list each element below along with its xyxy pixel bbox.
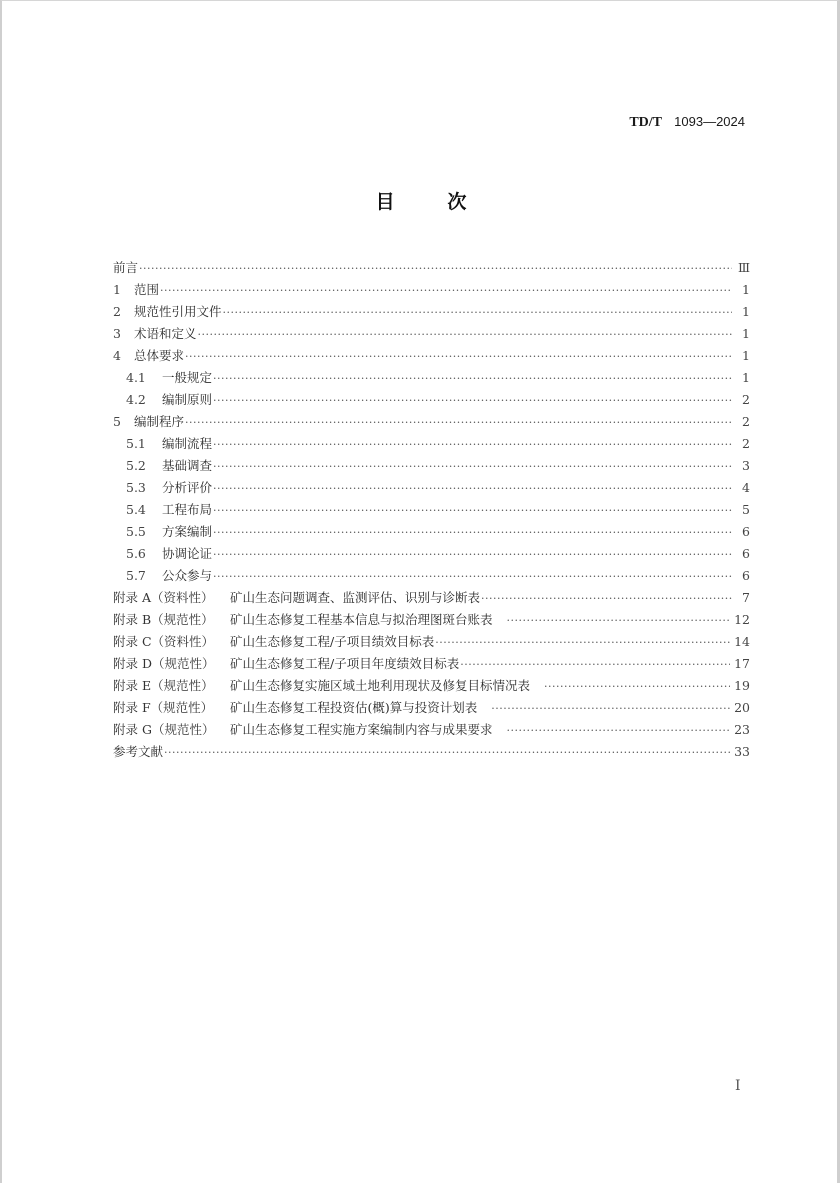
- toc-entry-number: 5.6: [126, 546, 146, 561]
- toc-entry-basic-survey[interactable]: [113, 455, 750, 477]
- toc-entry-label: 方案编制: [162, 524, 213, 539]
- toc-entry-appendix-g[interactable]: [113, 719, 750, 741]
- toc-entry-label: 协调论证: [162, 546, 213, 561]
- toc-entry-label: 分析评价: [162, 480, 213, 495]
- toc-entry-compilation-procedure[interactable]: [113, 411, 750, 433]
- toc-entry-page: 1: [736, 367, 750, 389]
- toc-entry-label: 基础调查: [162, 458, 213, 473]
- toc-entry-page: 7: [736, 587, 750, 609]
- dot-leader: [213, 456, 732, 478]
- toc-entry-page: 2: [736, 411, 750, 433]
- dot-leader: [139, 258, 732, 280]
- toc-entry-label: 矿山生态修复实施区域土地利用现状及修复目标情况表: [230, 678, 531, 693]
- toc-entry-number: 5.1: [126, 436, 146, 451]
- toc-entry-label: 矿山生态修复工程/子项目年度绩效目标表: [230, 656, 460, 671]
- toc-entry-number: 5.4: [126, 502, 146, 517]
- toc-entry-page: 19: [734, 675, 750, 697]
- dot-leader: [213, 544, 732, 566]
- toc-entry-appendix-e[interactable]: [113, 675, 750, 697]
- toc-entry-compilation-flow[interactable]: [113, 433, 750, 455]
- dot-leader: [198, 324, 732, 346]
- dot-leader: [164, 742, 730, 764]
- standard-prefix: TD/T: [629, 115, 663, 130]
- toc-entry-page: 2: [736, 389, 750, 411]
- dot-leader: [223, 302, 732, 324]
- toc-entry-public-participation[interactable]: [113, 565, 750, 587]
- toc-entry-number: 4.2: [126, 392, 146, 407]
- table-of-contents: [113, 257, 750, 763]
- toc-entry-label: 编制原则: [162, 392, 213, 407]
- toc-entry-page: 6: [736, 565, 750, 587]
- toc-entry-appendix-f[interactable]: [113, 697, 750, 719]
- page-number: I: [735, 1078, 741, 1094]
- toc-entry-page: 1: [736, 301, 750, 323]
- toc-entry-label: 矿山生态修复工程投资估(概)算与投资计划表: [230, 700, 478, 715]
- toc-appendix-number: 附录 E（规范性）: [113, 678, 214, 693]
- toc-entry-number: 5.3: [126, 480, 146, 495]
- toc-entry-page: 23: [734, 719, 750, 741]
- toc-entry-page: Ⅲ: [736, 257, 750, 279]
- toc-entry-number: 4.1: [126, 370, 146, 385]
- toc-entry-label: 工程布局: [162, 502, 213, 517]
- dot-leader: [213, 390, 732, 412]
- dot-leader: [213, 566, 732, 588]
- toc-entry-label: 矿山生态修复工程/子项目绩效目标表: [230, 634, 435, 649]
- toc-entry-page: 17: [734, 653, 750, 675]
- toc-appendix-number: 附录 D（规范性）: [113, 656, 215, 671]
- toc-entry-label: 矿山生态问题调查、监测评估、识别与诊断表: [230, 590, 481, 605]
- dot-leader: [213, 500, 732, 522]
- toc-entry-number: 4: [113, 348, 121, 363]
- toc-entry-label: 编制程序: [134, 414, 185, 429]
- toc-entry-label: 参考文献: [113, 744, 164, 759]
- toc-entry-page: 3: [736, 455, 750, 477]
- toc-entry-page: 1: [736, 345, 750, 367]
- dot-leader: [213, 434, 732, 456]
- toc-entry-page: 14: [734, 631, 750, 653]
- toc-entry-page: 6: [736, 543, 750, 565]
- toc-entry-number: 3: [113, 326, 121, 341]
- dot-leader: [544, 676, 730, 698]
- toc-entry-number: 5.2: [126, 458, 146, 473]
- toc-entry-terms-definitions[interactable]: [113, 323, 750, 345]
- dot-leader: [491, 698, 730, 720]
- toc-appendix-number: 附录 C（资料性）: [113, 634, 215, 649]
- toc-appendix-number: 附录 G（规范性）: [113, 722, 215, 737]
- toc-entry-label: 编制流程: [162, 436, 213, 451]
- toc-entry-number: 2: [113, 304, 121, 319]
- toc-title-char-2: 次: [447, 191, 469, 213]
- toc-entry-general-requirements[interactable]: [113, 345, 750, 367]
- toc-entry-engineering-layout[interactable]: [113, 499, 750, 521]
- toc-entry-appendix-a[interactable]: [113, 587, 750, 609]
- dot-leader: [507, 610, 731, 632]
- toc-entry-number: 5: [113, 414, 121, 429]
- toc-entry-label: 规范性引用文件: [134, 304, 222, 319]
- dot-leader: [185, 346, 732, 368]
- toc-appendix-number: 附录 A（资料性）: [113, 590, 214, 605]
- toc-entry-number: 5.5: [126, 524, 146, 539]
- toc-entry-label: 公众参与: [162, 568, 213, 583]
- toc-entry-label: 术语和定义: [134, 326, 197, 341]
- toc-entry-appendix-d[interactable]: [113, 653, 750, 675]
- dot-leader: [481, 588, 732, 610]
- toc-entry-label: 矿山生态修复工程基本信息与拟治理图斑台账表: [230, 612, 493, 627]
- toc-entry-page: 20: [734, 697, 750, 719]
- toc-entry-label: 前言: [113, 260, 139, 275]
- toc-entry-label: 范围: [134, 282, 160, 297]
- dot-leader: [213, 478, 732, 500]
- toc-title-char-1: 目: [375, 191, 397, 213]
- standard-number: 1093—2024: [674, 114, 745, 129]
- toc-appendix-number: 附录 F（规范性）: [113, 700, 214, 715]
- toc-entry-plan-compilation[interactable]: [113, 521, 750, 543]
- toc-entry-number: 1: [113, 282, 121, 297]
- dot-leader: [435, 632, 730, 654]
- toc-entry-page: 4: [736, 477, 750, 499]
- toc-entry-general-provisions[interactable]: [113, 367, 750, 389]
- toc-entry-page: 2: [736, 433, 750, 455]
- toc-entry-foreword[interactable]: [113, 257, 750, 279]
- dot-leader: [507, 720, 731, 742]
- dot-leader: [213, 368, 732, 390]
- toc-appendix-number: 附录 B（规范性）: [113, 612, 214, 627]
- toc-entry-scope[interactable]: [113, 279, 750, 301]
- standard-code: [629, 114, 745, 131]
- toc-entry-appendix-c[interactable]: [113, 631, 750, 653]
- toc-entry-coordination-demonstration[interactable]: [113, 543, 750, 565]
- toc-entry-label: 矿山生态修复工程实施方案编制内容与成果要求: [230, 722, 493, 737]
- toc-entry-number: 5.7: [126, 568, 146, 583]
- toc-entry-page: 1: [736, 279, 750, 301]
- toc-entry-page: 1: [736, 323, 750, 345]
- toc-entry-analysis-evaluation[interactable]: [113, 477, 750, 499]
- dot-leader: [460, 654, 730, 676]
- toc-entry-page: 12: [734, 609, 750, 631]
- dot-leader: [160, 280, 732, 302]
- toc-entry-page: 5: [736, 499, 750, 521]
- toc-entry-label: 一般规定: [162, 370, 213, 385]
- toc-entry-page: 33: [734, 741, 750, 763]
- toc-title: [2, 187, 840, 214]
- toc-entry-normative-references[interactable]: [113, 301, 750, 323]
- toc-entry-references[interactable]: [113, 741, 750, 763]
- toc-entry-compilation-principles[interactable]: [113, 389, 750, 411]
- dot-leader: [185, 412, 732, 434]
- toc-entry-label: 总体要求: [134, 348, 185, 363]
- toc-entry-page: 6: [736, 521, 750, 543]
- toc-entry-appendix-b[interactable]: [113, 609, 750, 631]
- dot-leader: [213, 522, 732, 544]
